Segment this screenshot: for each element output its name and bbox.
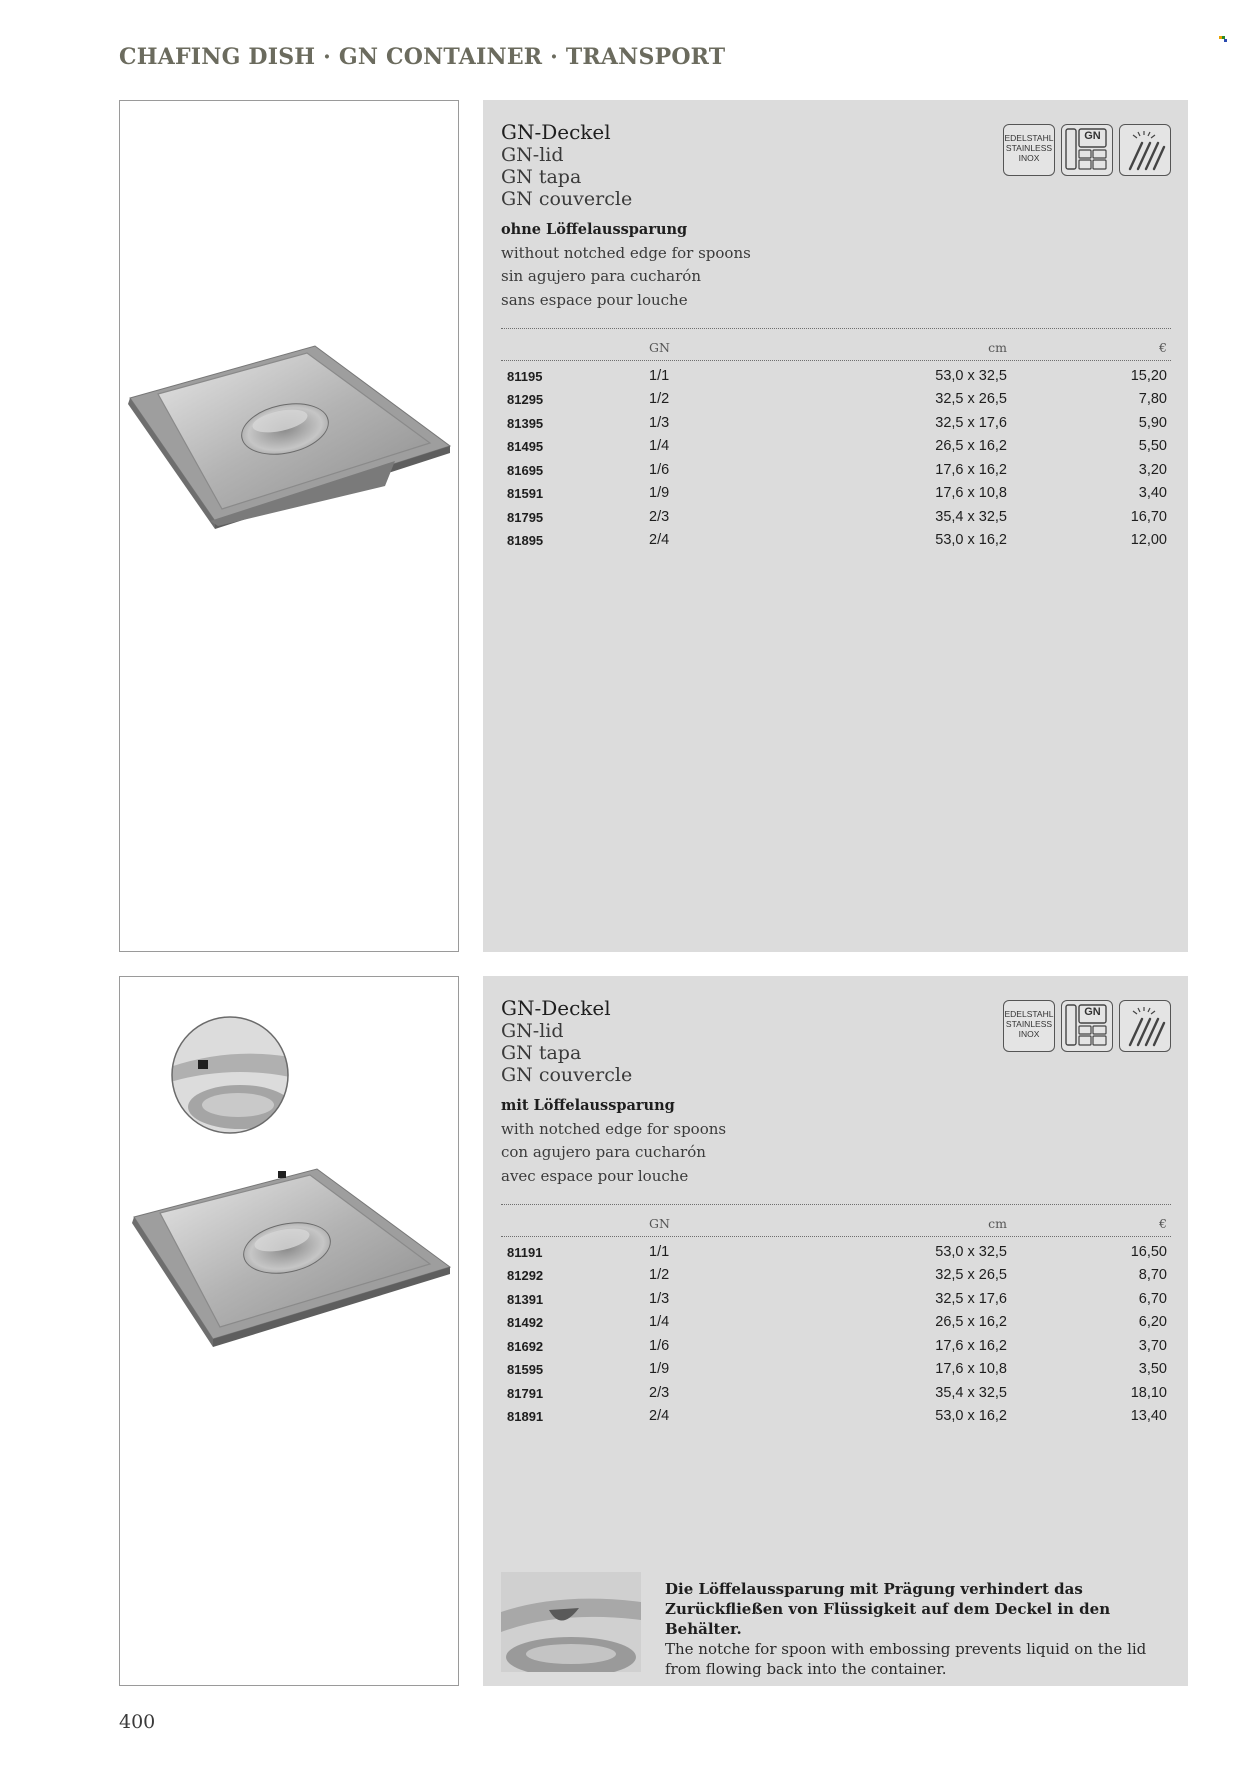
- article-code: 81195: [507, 369, 543, 384]
- price: 5,50: [1138, 438, 1167, 454]
- stainless-label-fr: INOX: [1018, 153, 1040, 163]
- price: 3,50: [1138, 1361, 1167, 1377]
- product-title-en: GN-lid: [501, 1020, 564, 1042]
- stainless-label-de: EDELSTAHL: [1004, 133, 1054, 143]
- dimensions: 35,4 x 32,5: [935, 1385, 1007, 1401]
- article-code: 81292: [507, 1268, 544, 1283]
- price: 13,40: [1130, 1408, 1167, 1424]
- dishwasher-icon: [1119, 1000, 1171, 1052]
- price: 16,50: [1130, 1244, 1167, 1260]
- gn-size: 1/2: [649, 1267, 670, 1283]
- gn-size: 1/3: [649, 415, 670, 431]
- article-code: 81595: [507, 1362, 544, 1377]
- gn-size: 1/9: [649, 1361, 670, 1377]
- product-title-de: GN-Deckel: [501, 120, 611, 144]
- product-panel-2: [483, 976, 1188, 1686]
- product-image-box-2: [119, 976, 459, 1686]
- dimensions: 35,4 x 32,5: [935, 509, 1007, 525]
- color-mark-icon: [1219, 36, 1227, 42]
- article-code: 81795: [507, 510, 544, 525]
- dimensions: 53,0 x 32,5: [935, 1244, 1007, 1260]
- notch-detail-photo: [501, 1572, 641, 1672]
- price: 3,20: [1138, 462, 1167, 478]
- product-title-es: GN tapa: [501, 1042, 582, 1064]
- dimensions: 32,5 x 17,6: [935, 1291, 1007, 1307]
- price: 3,40: [1138, 485, 1167, 501]
- product-subtitle-fr: avec espace pour louche: [501, 1167, 689, 1185]
- gn-size: 1/6: [649, 1338, 670, 1354]
- product-title-en: GN-lid: [501, 144, 564, 166]
- article-code: 81895: [507, 533, 544, 548]
- dimensions: 32,5 x 26,5: [935, 1267, 1007, 1283]
- stainless-label-fr: INOX: [1018, 1029, 1040, 1039]
- price: 15,20: [1130, 368, 1167, 384]
- article-code: 81295: [507, 392, 544, 407]
- column-header-cm: cm: [988, 340, 1007, 355]
- price: 5,90: [1138, 415, 1167, 431]
- stainless-steel-icon: [1003, 1000, 1055, 1052]
- gn-size: 1/3: [649, 1291, 670, 1307]
- product-title-fr: GN couvercle: [501, 188, 633, 210]
- gn-lid-photo: [120, 101, 458, 951]
- dimensions: 53,0 x 16,2: [935, 1408, 1007, 1424]
- dimensions: 17,6 x 10,8: [935, 485, 1007, 501]
- property-icons: [1003, 1000, 1173, 1052]
- stainless-label-de: EDELSTAHL: [1004, 1009, 1054, 1019]
- page-header-title: CHAFING DISH · GN CONTAINER · TRANSPORT: [119, 44, 726, 70]
- product-title-es: GN tapa: [501, 166, 582, 188]
- dimensions: 17,6 x 16,2: [935, 462, 1007, 478]
- price: 6,20: [1138, 1314, 1167, 1330]
- article-code: 81395: [507, 416, 544, 431]
- dimensions: 53,0 x 16,2: [935, 532, 1007, 548]
- article-code: 81492: [507, 1315, 544, 1330]
- dimensions: 26,5 x 16,2: [935, 438, 1007, 454]
- gn-size: 1/1: [649, 368, 670, 384]
- dimensions: 32,5 x 26,5: [935, 391, 1007, 407]
- product-subtitle-fr: sans espace pour louche: [501, 291, 688, 309]
- article-code: 81695: [507, 463, 544, 478]
- notch-note: [665, 1579, 1175, 1679]
- stainless-steel-icon: [1003, 124, 1055, 176]
- price: 3,70: [1138, 1338, 1167, 1354]
- article-code: 81891: [507, 1409, 544, 1424]
- price: 6,70: [1138, 1291, 1167, 1307]
- article-code: 81495: [507, 439, 544, 454]
- product-subtitle-es: sin agujero para cucharón: [501, 267, 701, 285]
- article-code: 81191: [507, 1245, 543, 1260]
- column-header-cm: cm: [988, 1216, 1007, 1231]
- gn-size: 1/6: [649, 462, 670, 478]
- price: 12,00: [1130, 532, 1167, 548]
- gn-icon-label: GN: [1084, 1006, 1101, 1018]
- gn-size: 2/3: [649, 509, 670, 525]
- product-subtitle-de: ohne Löffelaussparung: [501, 221, 688, 238]
- column-header-eur: €: [1159, 1216, 1167, 1231]
- gn-size: 1/4: [649, 438, 670, 454]
- product-title-de: GN-Deckel: [501, 996, 611, 1020]
- gn-icon-label: GN: [1084, 130, 1101, 142]
- gastronorm-icon: [1061, 1000, 1113, 1052]
- product-subtitle-es: con agujero para cucharón: [501, 1143, 706, 1161]
- product-subtitle-de: mit Löffelaussparung: [501, 1097, 675, 1114]
- stainless-label-en: STAINLESS: [1005, 1019, 1053, 1029]
- gn-size: 2/4: [649, 1408, 670, 1424]
- dimensions: 26,5 x 16,2: [935, 1314, 1007, 1330]
- dishwasher-icon: [1119, 124, 1171, 176]
- article-code: 81591: [507, 486, 544, 501]
- column-header-gn: GN: [649, 1216, 670, 1231]
- column-header-gn: GN: [649, 340, 670, 355]
- dimensions: 32,5 x 17,6: [935, 415, 1007, 431]
- page-number: 400: [119, 1711, 156, 1733]
- product-subtitle-en: with notched edge for spoons: [501, 1120, 727, 1138]
- gn-size: 1/1: [649, 1244, 670, 1260]
- price: 8,70: [1138, 1267, 1167, 1283]
- gn-size: 1/9: [649, 485, 670, 501]
- notch-note-en: The notche for spoon with embossing prevents liquid on the lid from flowing back into the container.: [665, 1640, 1147, 1678]
- product-image-box-1: [119, 100, 459, 952]
- product-title-fr: GN couvercle: [501, 1064, 633, 1086]
- gn-size: 2/3: [649, 1385, 670, 1401]
- gn-size: 1/4: [649, 1314, 670, 1330]
- column-header-eur: €: [1159, 340, 1167, 355]
- stainless-label-en: STAINLESS: [1005, 143, 1053, 153]
- dimensions: 17,6 x 10,8: [935, 1361, 1007, 1377]
- price: 18,10: [1130, 1385, 1167, 1401]
- dimensions: 17,6 x 16,2: [935, 1338, 1007, 1354]
- gastronorm-icon: [1061, 124, 1113, 176]
- price: 16,70: [1130, 509, 1167, 525]
- price: 7,80: [1138, 391, 1167, 407]
- product-panel-1: [483, 100, 1188, 952]
- article-code: 81791: [507, 1386, 544, 1401]
- product-subtitle-en: without notched edge for spoons: [501, 244, 751, 262]
- gn-lid-notched-photo: [120, 977, 458, 1685]
- notch-note-de: Die Löffelaussparung mit Prägung verhindert das Zurückfließen von Flüssigkeit auf dem Deckel in den Behälter.: [665, 1580, 1111, 1638]
- article-code: 81692: [507, 1339, 544, 1354]
- gn-size: 2/4: [649, 532, 670, 548]
- gn-size: 1/2: [649, 391, 670, 407]
- article-code: 81391: [507, 1292, 544, 1307]
- property-icons: [1003, 124, 1173, 176]
- dimensions: 53,0 x 32,5: [935, 368, 1007, 384]
